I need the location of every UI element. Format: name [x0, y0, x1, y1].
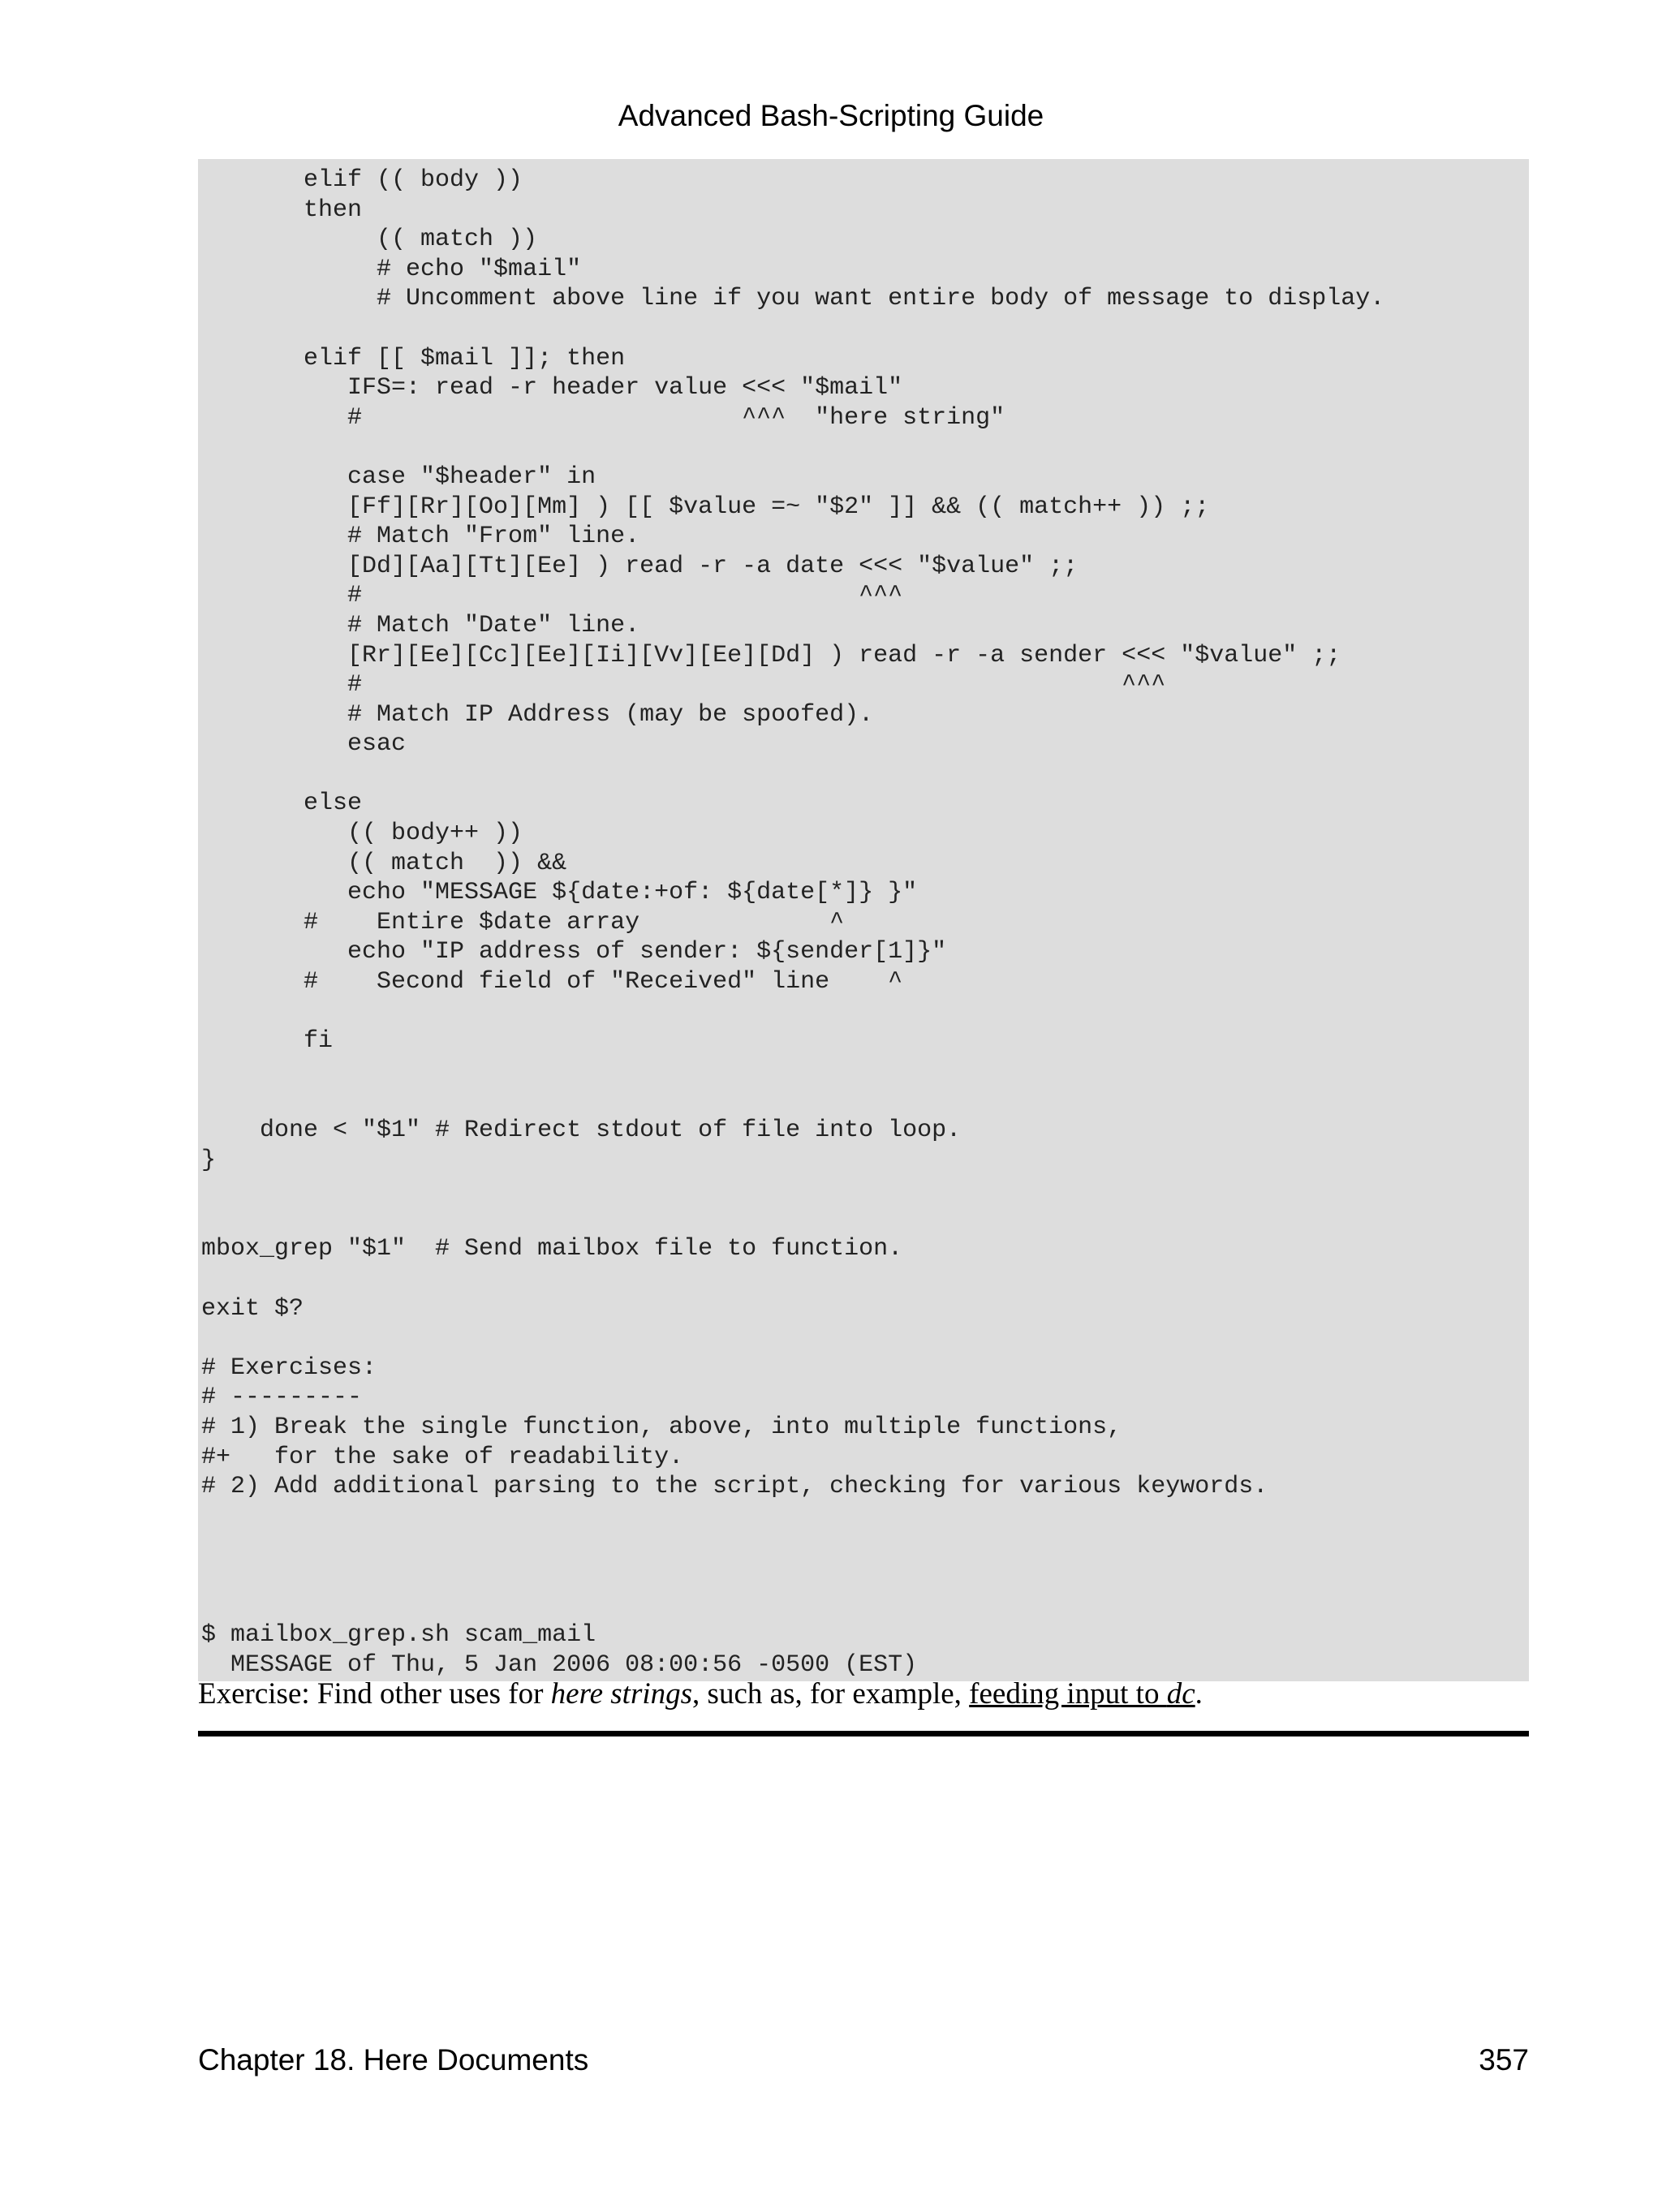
- code-line: [Ff][Rr][Oo][Mm] ) [[ $value =~ "$2" ]] && (( match++ )) ;;: [201, 493, 1210, 521]
- code-line: }: [201, 1146, 217, 1174]
- code-line: (( body++ )): [201, 820, 523, 848]
- code-line: # 2) Add additional parsing to the script, checking for various keywords.: [201, 1473, 1268, 1501]
- code-line: (( match )) &&: [201, 849, 567, 877]
- link-text: feeding input to: [969, 1677, 1167, 1711]
- code-line: fi: [201, 1027, 334, 1056]
- footer-page-number: 357: [1479, 2043, 1529, 2076]
- exercise-prefix: Exercise: Find other uses for: [198, 1677, 551, 1711]
- exercise-paragraph: [198, 1676, 1529, 1711]
- code-line: [201, 1323, 1529, 1353]
- code-line: IFS=: read -r header value <<< "$mail": [201, 374, 903, 402]
- exercise-middle: , such as, for example,: [692, 1677, 970, 1711]
- code-line: [201, 1057, 1529, 1087]
- exercise-emphasis: here strings: [550, 1677, 693, 1711]
- code-line: mbox_grep "$1" # Send mailbox file to function.: [201, 1235, 903, 1263]
- code-line: [201, 760, 1529, 790]
- code-line: done < "$1" # Redirect stdout of file into loop.: [201, 1117, 962, 1144]
- code-line: [201, 1264, 1529, 1294]
- code-line: [Rr][Ee][Cc][Ee][Ii][Vv][Ee][Dd] ) read -r -a sender <<< "$value" ;;: [201, 641, 1341, 669]
- code-line: elif (( body )): [201, 166, 523, 194]
- code-line: # Match IP Address (may be spoofed).: [201, 700, 874, 729]
- code-line: # echo "$mail": [201, 255, 582, 283]
- code-line: # Entire $date array ^: [201, 908, 845, 936]
- code-line: [201, 997, 1529, 1027]
- footer-chapter: Chapter 18. Here Documents: [198, 2043, 589, 2076]
- code-line: [201, 1086, 1529, 1116]
- code-line: echo "IP address of sender: ${sender[1]}": [201, 938, 947, 966]
- code-line: # Exercises:: [201, 1353, 377, 1382]
- code-line: #+ for the sake of readability.: [201, 1443, 684, 1471]
- code-line: $ mailbox_grep.sh scam_mail: [201, 1621, 596, 1650]
- code-line: [201, 314, 1529, 344]
- code-line: # 1) Break the single function, above, into multiple functions,: [201, 1413, 1122, 1441]
- code-line: esac: [201, 730, 407, 759]
- page-header-title: Advanced Bash-Scripting Guide: [618, 99, 1044, 132]
- code-line: echo "MESSAGE ${date:+of: ${date[*]} }": [201, 879, 918, 907]
- code-line: elif [[ $mail ]]; then: [201, 344, 626, 372]
- code-line: exit $?: [201, 1294, 304, 1323]
- code-line: case "$header" in: [201, 463, 596, 491]
- code-listing: [198, 159, 1529, 1681]
- code-line: # ^^^: [201, 671, 1166, 699]
- code-line: # ---------: [201, 1384, 363, 1412]
- code-line: (( match )): [201, 226, 538, 254]
- code-line: [201, 433, 1529, 463]
- link-emphasis: dc: [1166, 1677, 1195, 1711]
- code-line: else: [201, 790, 363, 818]
- code-line: # ^^^: [201, 582, 903, 610]
- exercise-suffix: .: [1195, 1677, 1203, 1711]
- code-line: [201, 1502, 1529, 1532]
- code-line: [201, 1561, 1529, 1591]
- code-line: then: [201, 196, 363, 224]
- code-line: [201, 1591, 1529, 1621]
- code-line: MESSAGE of Thu, 5 Jan 2006 08:00:56 -0500 (EST): [201, 1650, 918, 1679]
- code-line: # Second field of "Received" line ^: [201, 968, 903, 996]
- code-line: [201, 1531, 1529, 1561]
- code-line: # Match "Date" line.: [201, 611, 640, 639]
- feeding-input-to-dc-link[interactable]: [969, 1677, 1195, 1711]
- code-line: # Uncomment above line if you want entire body of message to display.: [201, 285, 1385, 313]
- code-line: # Match "From" line.: [201, 523, 640, 551]
- code-line: # ^^^ "here string": [201, 403, 1005, 432]
- code-line: [201, 1175, 1529, 1205]
- section-divider: [198, 1731, 1529, 1736]
- code-line: [201, 1205, 1529, 1235]
- code-line: [Dd][Aa][Tt][Ee] ) read -r -a date <<< "$value" ;;: [201, 552, 1079, 580]
